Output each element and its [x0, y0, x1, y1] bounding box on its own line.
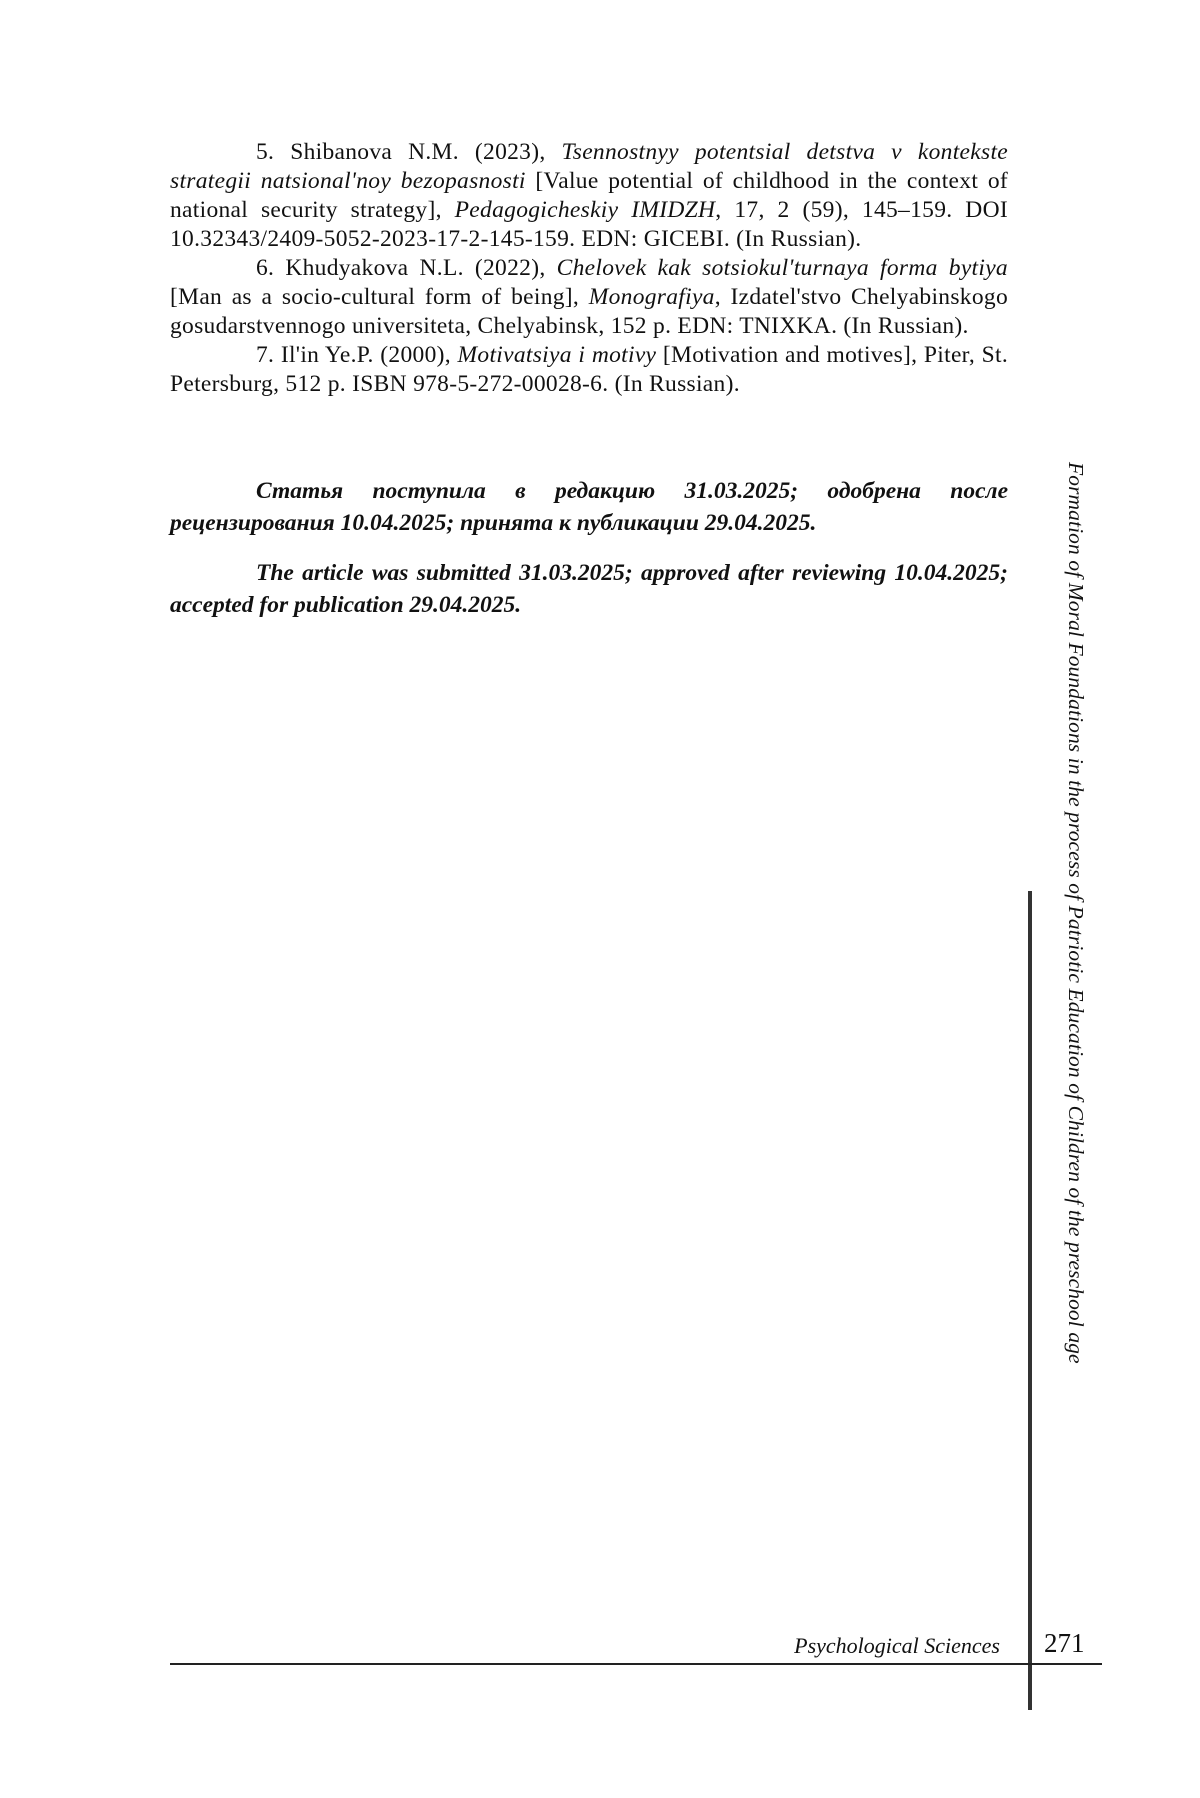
reference-text: , Izdatel'stvo Chelyabinskogo gosudarstvennogo universiteta, Chelyabinsk, 152 p. EDN: TNIXKA. (In Russian). — [170, 284, 1008, 339]
reference-text: , 17, 2 (59), 145–159. DOI 10.32343/2409-5052-2023-17-2-145-159. EDN: GICEBI. (In Russian). — [170, 197, 1008, 252]
reference-text: [Man as a socio-cultural form of being], — [170, 284, 589, 310]
reference-title: Motivatsiya i motivy — [457, 342, 657, 368]
reference-source: Pedagogicheskiy IMIDZH — [454, 197, 716, 223]
reference-text: 5. Shibanova N.M. (2023), — [256, 139, 562, 165]
reference-item-6 — [170, 254, 1008, 341]
page-number: 271 — [1044, 1628, 1085, 1658]
footer-rule — [170, 1663, 1102, 1665]
submission-notice-russian: Статья поступила в редакцию 31.03.2025; одобрена после рецензирования 10.04.2025; принята к публикации 29.04.2025. — [170, 478, 1008, 536]
journal-section-name: Psychological Sciences — [794, 1633, 1000, 1658]
reference-list — [170, 138, 1008, 399]
reference-item-7 — [170, 341, 1008, 399]
submission-notice-english: The article was submitted 31.03.2025; approved after reviewing 10.04.2025; accepted for publication 29.04.2025. — [170, 560, 1008, 618]
reference-text: 7. Il'in Ye.P. (2000), — [256, 342, 458, 368]
reference-text: [Value potential of childhood in the context of national security strategy], — [170, 168, 1008, 223]
reference-item-5 — [170, 138, 1008, 254]
reference-title: Tsennostnyy potentsial detstva v kontekste strategii natsional'noy bezopasnosti — [170, 139, 1009, 194]
reference-source: Monografiya — [588, 284, 715, 310]
reference-title: Chelovek kak sotsiokul'turnaya forma bytiya — [556, 255, 1008, 281]
running-title-vertical: Formation of Moral Foundations in the process of Patriotic Education of Children of the preschool age — [1064, 462, 1088, 1364]
reference-text: 6. Khudyakova N.L. (2022), — [256, 255, 557, 281]
vertical-divider — [1028, 891, 1032, 1710]
reference-text: [Motivation and motives], Piter, St. Petersburg, 512 p. ISBN 978-5-272-00028-6. (In Russian). — [170, 342, 1009, 397]
